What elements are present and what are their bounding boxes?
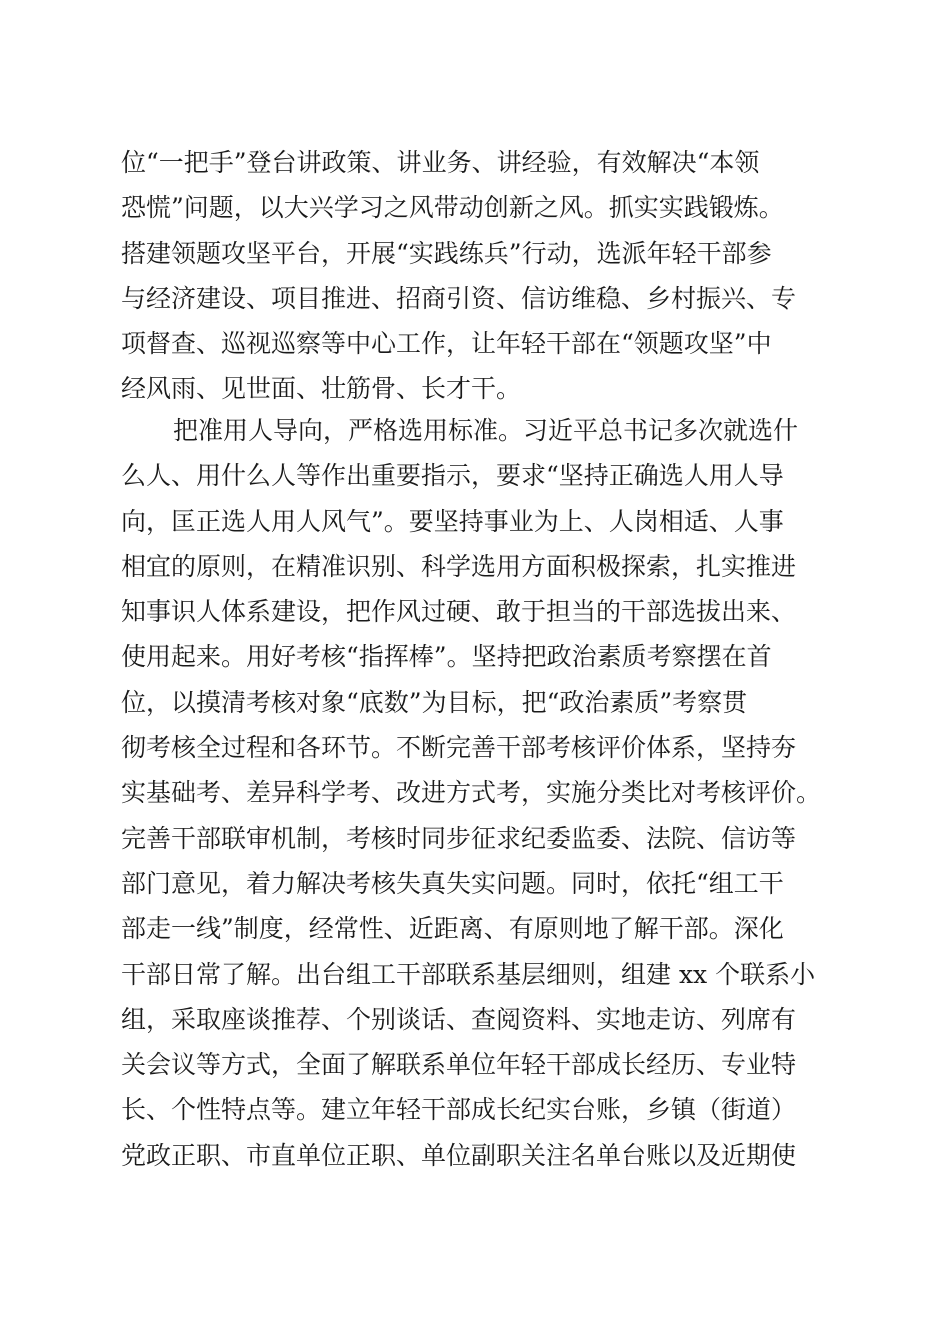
paragraph-continued (121, 140, 831, 412)
text-line: 向，匡正选人用人风气”。要坚持事业为上、人岗相适、人事 (121, 506, 784, 536)
text-line: 干部日常了解。出台组工干部联系基层细则，组建 xx 个联系小 (121, 959, 816, 989)
text-line: 彻考核全过程和各环节。不断完善干部考核评价体系，坚持夯 (121, 733, 797, 763)
text-line-indented: 把准用人导向，严格选用标准。习近平总书记多次就选什 (173, 416, 799, 445)
text-line: 党政正职、市直单位正职、单位副职关注名单台账以及近期使 (121, 1140, 797, 1170)
text-line: 搭建领题攻坚平台，开展“实践练兵”行动，选派年轻干部参 (121, 238, 772, 268)
text-line: 经风雨、见世面、壮筋骨、长才干。 (121, 374, 522, 404)
paragraph-main (121, 408, 831, 1178)
text-line: 位，以摸清考核对象“底数”为目标，把“政治素质”考察贯 (121, 687, 748, 717)
text-line: 位“一把手”登台讲政策、讲业务、讲经验，有效解决“本领 (121, 148, 760, 177)
text-line: 组，采取座谈推荐、个别谈话、查阅资料、实地走访、列席有 (121, 1004, 797, 1034)
text-line: 项督查、巡视巡察等中心工作，让年轻干部在“领题攻坚”中 (121, 329, 772, 359)
text-line: 长、个性特点等。建立年轻干部成长纪实台账，乡镇（街道） (121, 1095, 797, 1125)
text-line: 完善干部联审机制，考核时同步征求纪委监委、法院、信访等 (121, 823, 797, 853)
text-line: 恐慌”问题，以大兴学习之风带动创新之风。抓实实践锻炼。 (121, 193, 784, 223)
text-line: 相宜的原则，在精准识别、科学选用方面积极探索，扎实推进 (121, 551, 797, 581)
text-line: 知事识人体系建设，把作风过硬、敢于担当的干部选拔出来、 (121, 597, 797, 627)
text-line: 部走一线”制度，经常性、近距离、有原则地了解干部。深化 (121, 914, 784, 944)
text-line: 与经济建设、项目推进、招商引资、信访维稳、乡村振兴、专 (121, 283, 797, 313)
text-line: 关会议等方式，全面了解联系单位年轻干部成长经历、专业特 (121, 1050, 797, 1080)
text-line: 部门意见，着力解决考核失真失实问题。同时，依托“组工干 (121, 868, 784, 898)
text-line: 么人、用什么人等作出重要指示，要求“坚持正确选人用人导 (121, 461, 784, 491)
text-line: 实基础考、差异科学考、改进方式考，实施分类比对考核评价。 (121, 778, 822, 808)
text-line: 使用起来。用好考核“指挥棒”。坚持把政治素质考察摆在首 (121, 642, 772, 672)
